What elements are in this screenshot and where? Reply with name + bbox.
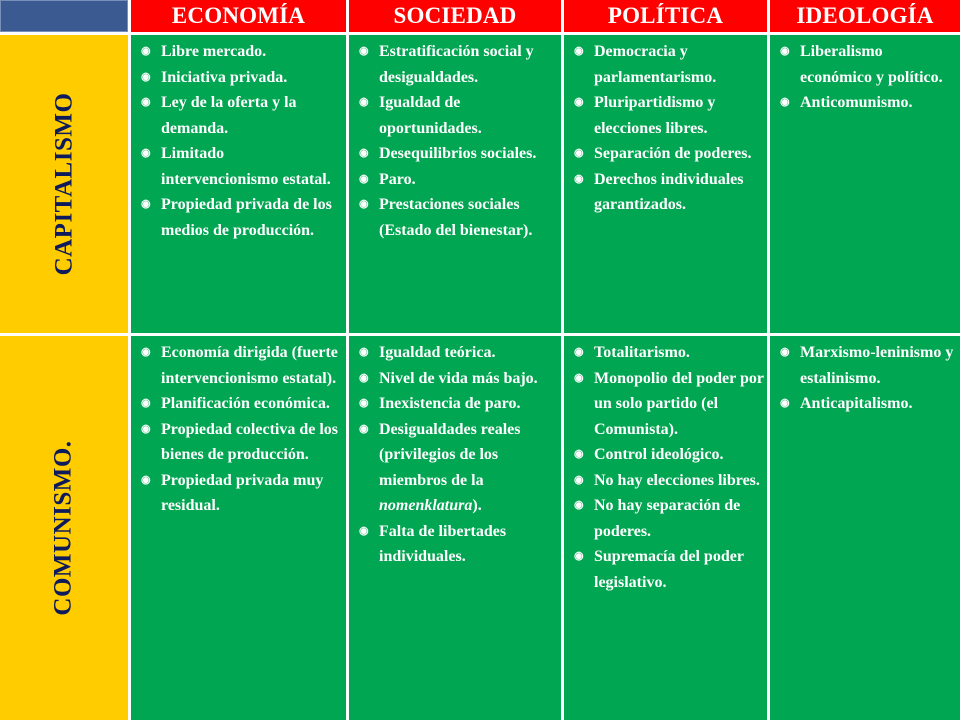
row-label-capitalismo [0,35,128,333]
list-item: ◉ Derechos individuales garantizados. [568,167,767,218]
cell-capitalismo-politica [564,35,767,333]
header-economia: ECONOMÍA [131,0,346,32]
header-politica: POLÍTICA [564,0,767,32]
list-item: ◉ Democracia y parlamentarismo. [568,39,767,90]
cell-capitalismo-sociedad [349,35,561,333]
list-item: ◉ Igualdad de oportunidades. [353,90,561,141]
list-item: ◉ Planificación económica. [135,391,346,417]
list-item: ◉ Pluripartidismo y elecciones libres. [568,90,767,141]
list-item: ◉ Igualdad teórica. [353,340,561,366]
list-item: ◉ No hay elecciones libres. [568,468,767,494]
list-item-text: Desigualdades reales (privilegios de los miembros de la [379,420,521,489]
list-item: ◉ Estratificación social y desigualdades. [353,39,561,90]
list-item: ◉ Anticapitalismo. [774,391,960,417]
list-item: ◉ Supremacía del poder legislativo. [568,544,767,595]
row-label-comunismo [0,336,128,720]
list-item: ◉ Separación de poderes. [568,141,767,167]
list-item: ◉ Nivel de vida más bajo. [353,366,561,392]
corner-cell [0,0,128,32]
row-label-text: CAPITALISMO [50,92,77,276]
list-item: ◉ Totalitarismo. [568,340,767,366]
list-item: ◉ Propiedad privada de los medios de producción. [135,192,346,243]
list-item: ◉ Propiedad privada muy residual. [135,468,346,519]
cell-comunismo-politica [564,336,767,720]
list-item: ◉ Ley de la oferta y la demanda. [135,90,346,141]
list-item: ◉ Liberalismo económico y político. [774,39,960,90]
list-item: ◉ Libre mercado. [135,39,346,65]
list-item: ◉ Anticomunismo. [774,90,960,116]
header-ideologia: IDEOLOGÍA [770,0,960,32]
list-item: ◉ Monopolio del poder por un solo partido (el Comunista). [568,366,767,443]
list-item: ◉ Control ideológico. [568,442,767,468]
list-item: ◉ Inexistencia de paro. [353,391,561,417]
header-sociedad: SOCIEDAD [349,0,561,32]
cell-capitalismo-ideologia [770,35,960,333]
list-item: ◉ Propiedad colectiva de los bienes de producción. [135,417,346,468]
cell-comunismo-ideologia [770,336,960,720]
cell-comunismo-sociedad [349,336,561,720]
cell-comunismo-economia [131,336,346,720]
row-label-text: COMUNISMO. [50,440,78,616]
cell-capitalismo-economia [131,35,346,333]
list-item [353,417,561,519]
list-item: ◉ Falta de libertades individuales. [353,519,561,570]
list-item: ◉ No hay separación de poderes. [568,493,767,544]
list-item: ◉ Desequilibrios sociales. [353,141,561,167]
list-item: ◉ Limitado intervencionismo estatal. [135,141,346,192]
list-item: ◉ Iniciativa privada. [135,65,346,91]
list-item: ◉ Marxismo-leninismo y estalinismo. [774,340,960,391]
list-item: ◉ Prestaciones sociales (Estado del bienestar). [353,192,561,243]
italic-term: nomenklatura [379,497,473,514]
list-item: ◉ Paro. [353,167,561,193]
list-item: ◉ Economía dirigida (fuerte intervencionismo estatal). [135,340,346,391]
list-item-suffix: ). [472,497,482,514]
